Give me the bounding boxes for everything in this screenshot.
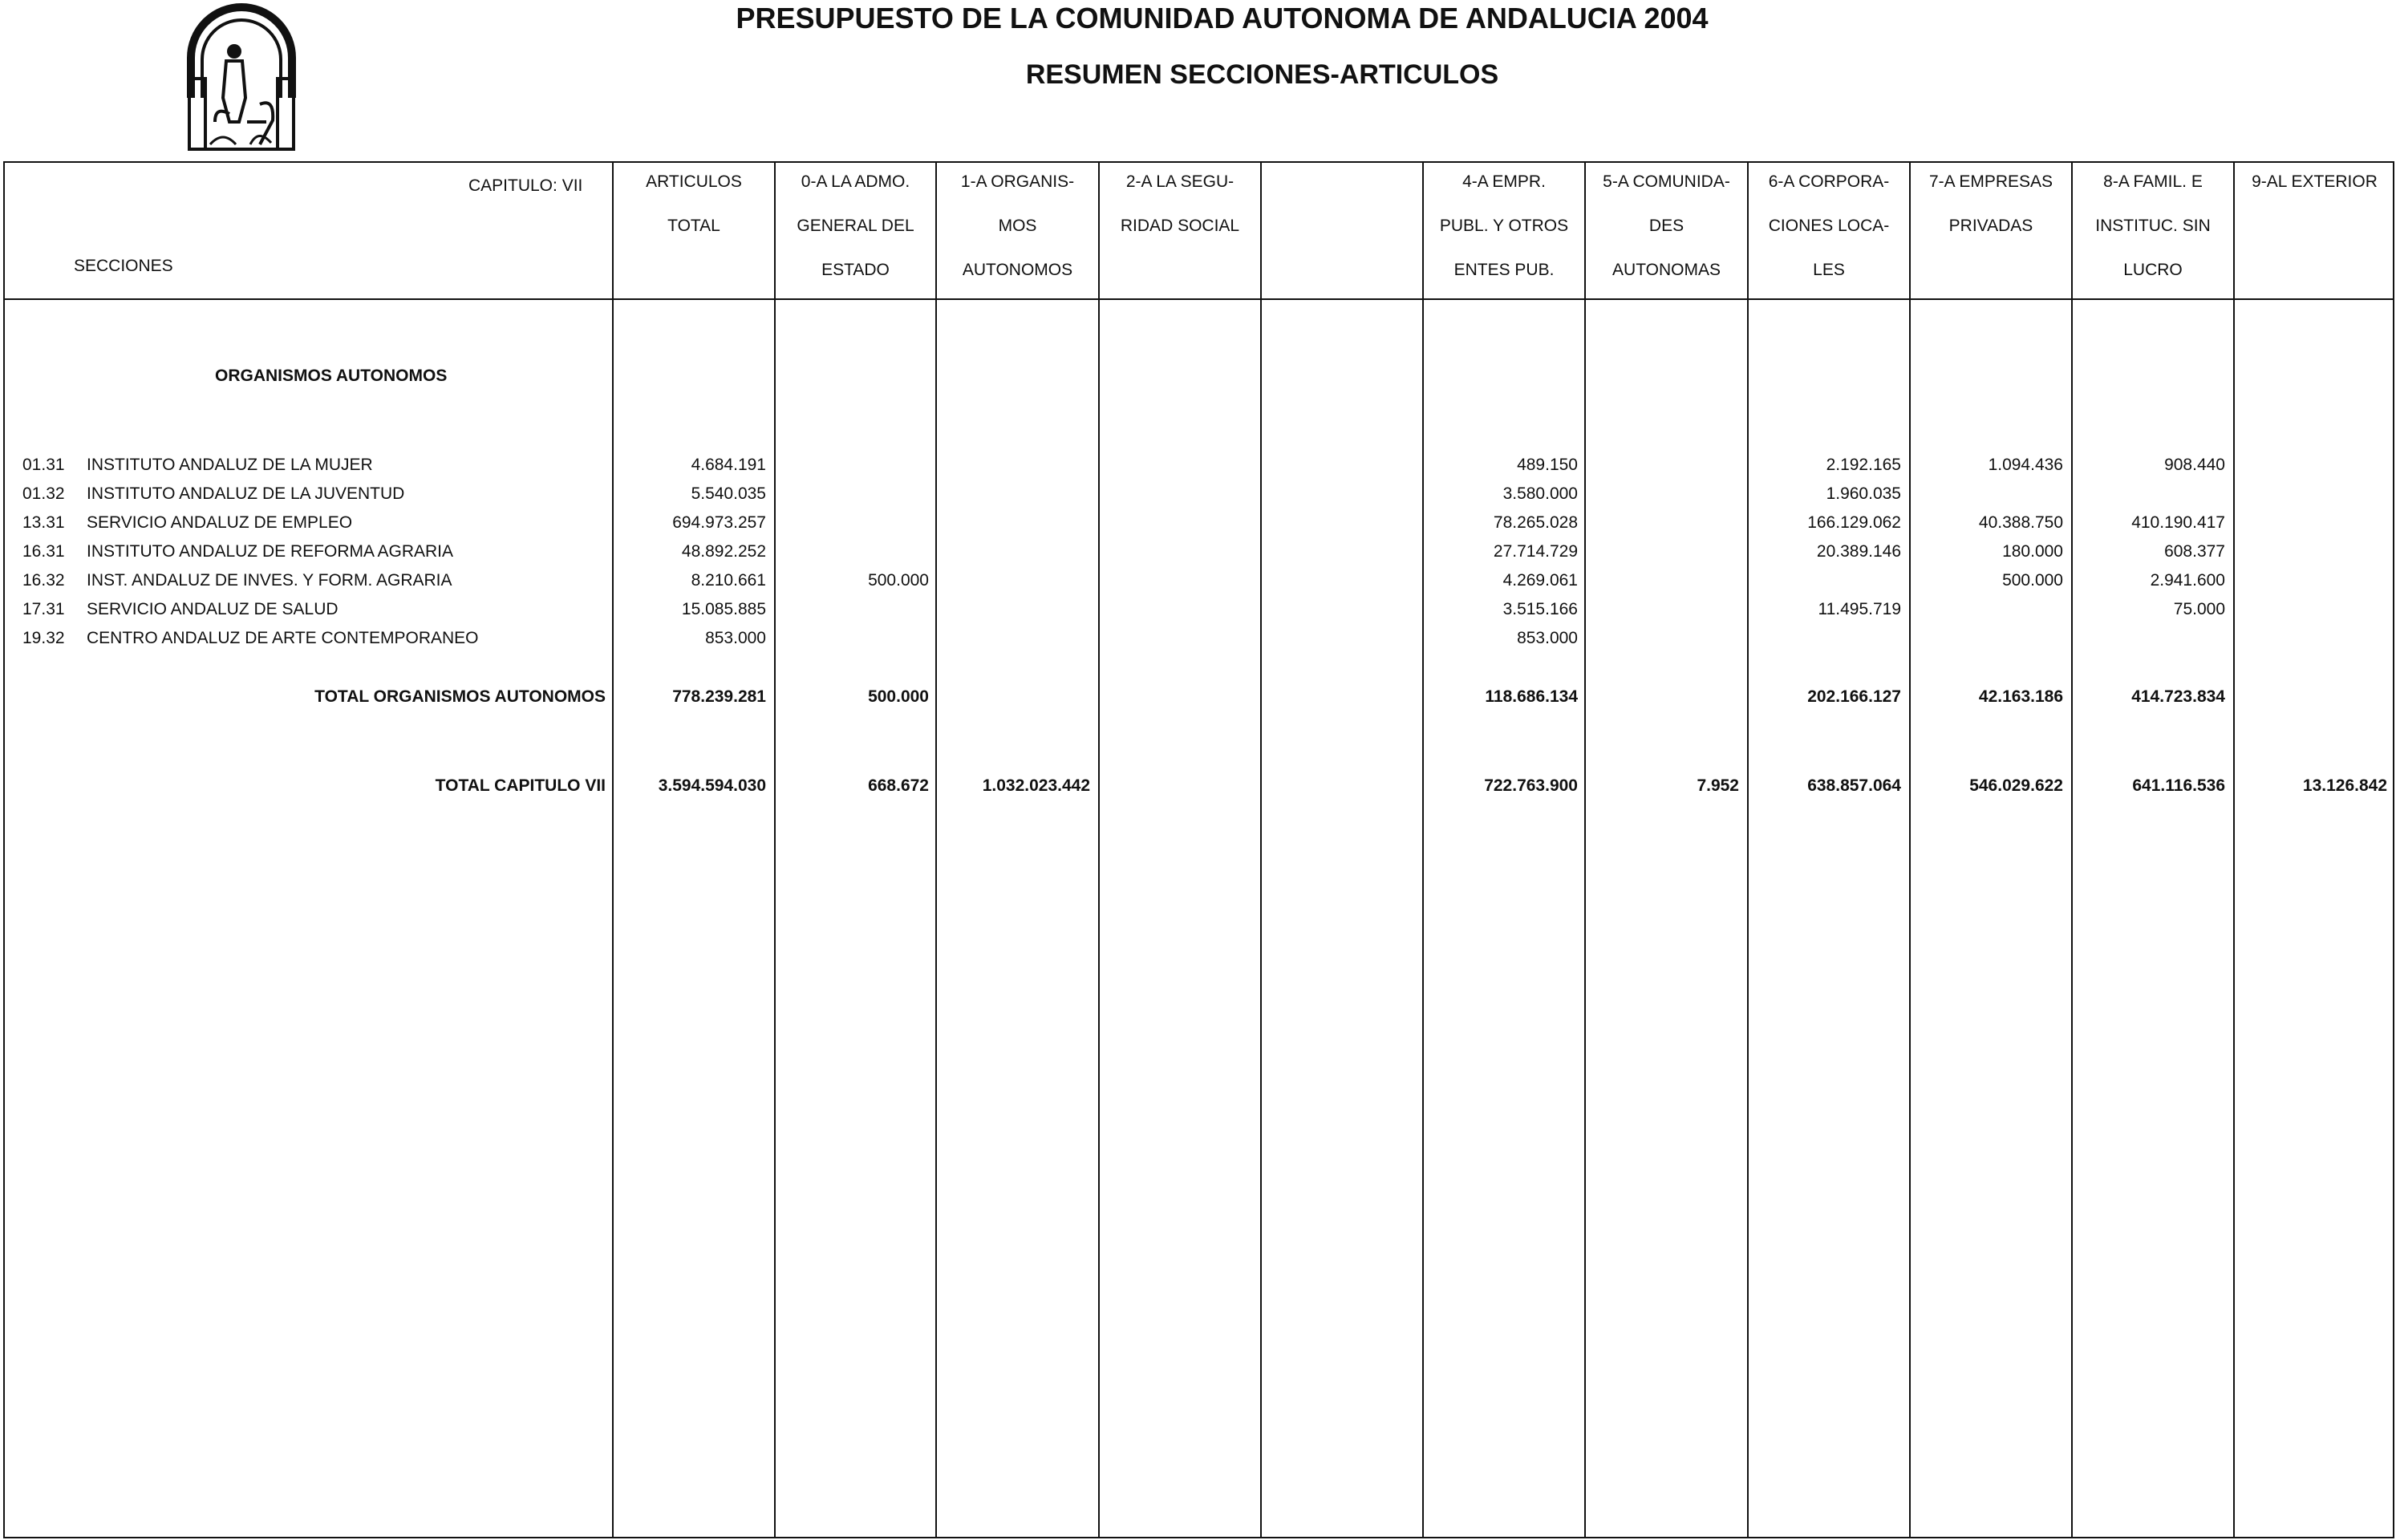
row-section-name: SERVICIO ANDALUZ DE EMPLEO (87, 513, 353, 532)
row-section-name: INSTITUTO ANDALUZ DE LA MUJER (87, 456, 373, 474)
column-header-organismos-autonomos: 1-A ORGANIS- MOS AUTONOMOS (960, 172, 1075, 279)
row-value-cell: 2.192.165 (1826, 456, 1901, 474)
document-subtitle: RESUMEN SECCIONES-ARTICULOS (1025, 59, 1499, 90)
row-value-cell: 5.540.035 (691, 484, 766, 503)
total-organismos-value: 500.000 (868, 687, 929, 706)
column-header-seguridad-social: 2-A LA SEGU- RIDAD SOCIAL (1120, 172, 1240, 235)
total-capitulo-value: 7.952 (1697, 776, 1739, 795)
row-value-cell: 40.388.750 (1978, 513, 2063, 532)
capitulo-label: CAPITULO: VII (468, 176, 583, 195)
row-section-code: 13.31 (22, 513, 65, 532)
row-value-cell: 3.515.166 (1502, 600, 1578, 618)
total-capitulo-value: 1.032.023.442 (982, 776, 1090, 795)
total-capitulo-value: 3.594.594.030 (658, 776, 766, 795)
column-header-exterior: 9-AL EXTERIOR (2252, 172, 2378, 191)
row-value-cell: 694.973.257 (672, 513, 766, 532)
row-value-cell: 1.094.436 (1988, 456, 2063, 474)
row-value-cell: 489.150 (1517, 456, 1578, 474)
row-value-cell: 4.269.061 (1502, 571, 1578, 590)
row-section-name: CENTRO ANDALUZ DE ARTE CONTEMPORANEO (87, 629, 479, 647)
row-value-cell: 11.495.719 (1818, 600, 1901, 618)
row-section-code: 01.31 (22, 456, 65, 474)
secciones-label: SECCIONES (74, 257, 173, 275)
row-value-cell: 2.941.600 (2150, 571, 2225, 590)
row-section-code: 19.32 (22, 629, 65, 647)
total-capitulo-value: 546.029.622 (1969, 776, 2063, 795)
column-header-comunidades-autonomas: 5-A COMUNIDA- DES AUTONOMAS (1603, 172, 1730, 279)
row-value-cell: 500.000 (868, 571, 929, 590)
total-capitulo-value: 668.672 (868, 776, 929, 795)
row-value-cell: 608.377 (2164, 542, 2225, 561)
row-value-cell: 853.000 (1517, 629, 1578, 647)
row-section-name: SERVICIO ANDALUZ DE SALUD (87, 600, 339, 618)
total-organismos-value: 118.686.134 (1485, 687, 1578, 706)
column-header-admo-estado: 0-A LA ADMO. GENERAL DEL ESTADO (797, 172, 914, 279)
total-organismos-value: 778.239.281 (672, 687, 766, 706)
column-header-familias-instituciones: 8-A FAMIL. E INSTITUC. SIN LUCRO (2095, 172, 2211, 279)
total-organismos-value: 414.723.834 (2131, 687, 2225, 706)
row-value-cell: 78.265.028 (1493, 513, 1578, 532)
total-capitulo-value: 641.116.536 (2132, 776, 2225, 795)
row-value-cell: 180.000 (2002, 542, 2063, 561)
row-value-cell: 4.684.191 (691, 456, 766, 474)
total-capitulo-value: 638.857.064 (1807, 776, 1901, 795)
column-header-blank (1262, 168, 1422, 301)
total-capitulo-value: 13.126.842 (2302, 776, 2387, 795)
row-value-cell: 853.000 (705, 629, 766, 647)
row-value-cell: 8.210.661 (691, 571, 766, 590)
row-section-name: INST. ANDALUZ DE INVES. Y FORM. AGRARIA (87, 571, 452, 590)
total-capitulo-label: TOTAL CAPITULO VII (435, 776, 606, 795)
row-value-cell: 15.085.885 (681, 600, 766, 618)
row-value-cell: 75.000 (2173, 600, 2225, 618)
document-title: PRESUPUESTO DE LA COMUNIDAD AUTONOMA DE ANDALUCIA 2004 (736, 2, 1709, 34)
column-header-empresas-publicas: 4-A EMPR. PUBL. Y OTROS ENTES PUB. (1439, 172, 1569, 279)
row-section-code: 16.32 (22, 571, 65, 590)
row-value-cell: 48.892.252 (681, 542, 766, 561)
row-value-cell: 27.714.729 (1493, 542, 1578, 561)
row-value-cell: 908.440 (2164, 456, 2225, 474)
row-value-cell: 410.190.417 (2131, 513, 2225, 532)
row-section-name: INSTITUTO ANDALUZ DE REFORMA AGRARIA (87, 542, 454, 561)
row-value-cell: 166.129.062 (1807, 513, 1901, 532)
row-section-code: 01.32 (22, 484, 65, 503)
row-section-code: 17.31 (22, 600, 65, 618)
total-capitulo-value: 722.763.900 (1484, 776, 1578, 795)
row-section-code: 16.31 (22, 542, 65, 561)
column-header-corporaciones-locales: 6-A CORPORA- CIONES LOCA- LES (1768, 172, 1890, 279)
total-organismos-value: 202.166.127 (1807, 687, 1901, 706)
row-value-cell: 20.389.146 (1816, 542, 1901, 561)
column-header-empresas-privadas: 7-A EMPRESAS PRIVADAS (1928, 172, 2053, 235)
total-organismos-label: TOTAL ORGANISMOS AUTONOMOS (314, 687, 606, 706)
row-value-cell: 3.580.000 (1502, 484, 1578, 503)
row-value-cell: 500.000 (2002, 571, 2063, 590)
total-organismos-value: 42.163.186 (1978, 687, 2063, 706)
row-section-name: INSTITUTO ANDALUZ DE LA JUVENTUD (87, 484, 405, 503)
group-heading: ORGANISMOS AUTONOMOS (215, 367, 448, 385)
column-header-articulos-total: ARTICULOS TOTAL (646, 172, 742, 235)
row-value-cell: 1.960.035 (1826, 484, 1901, 503)
